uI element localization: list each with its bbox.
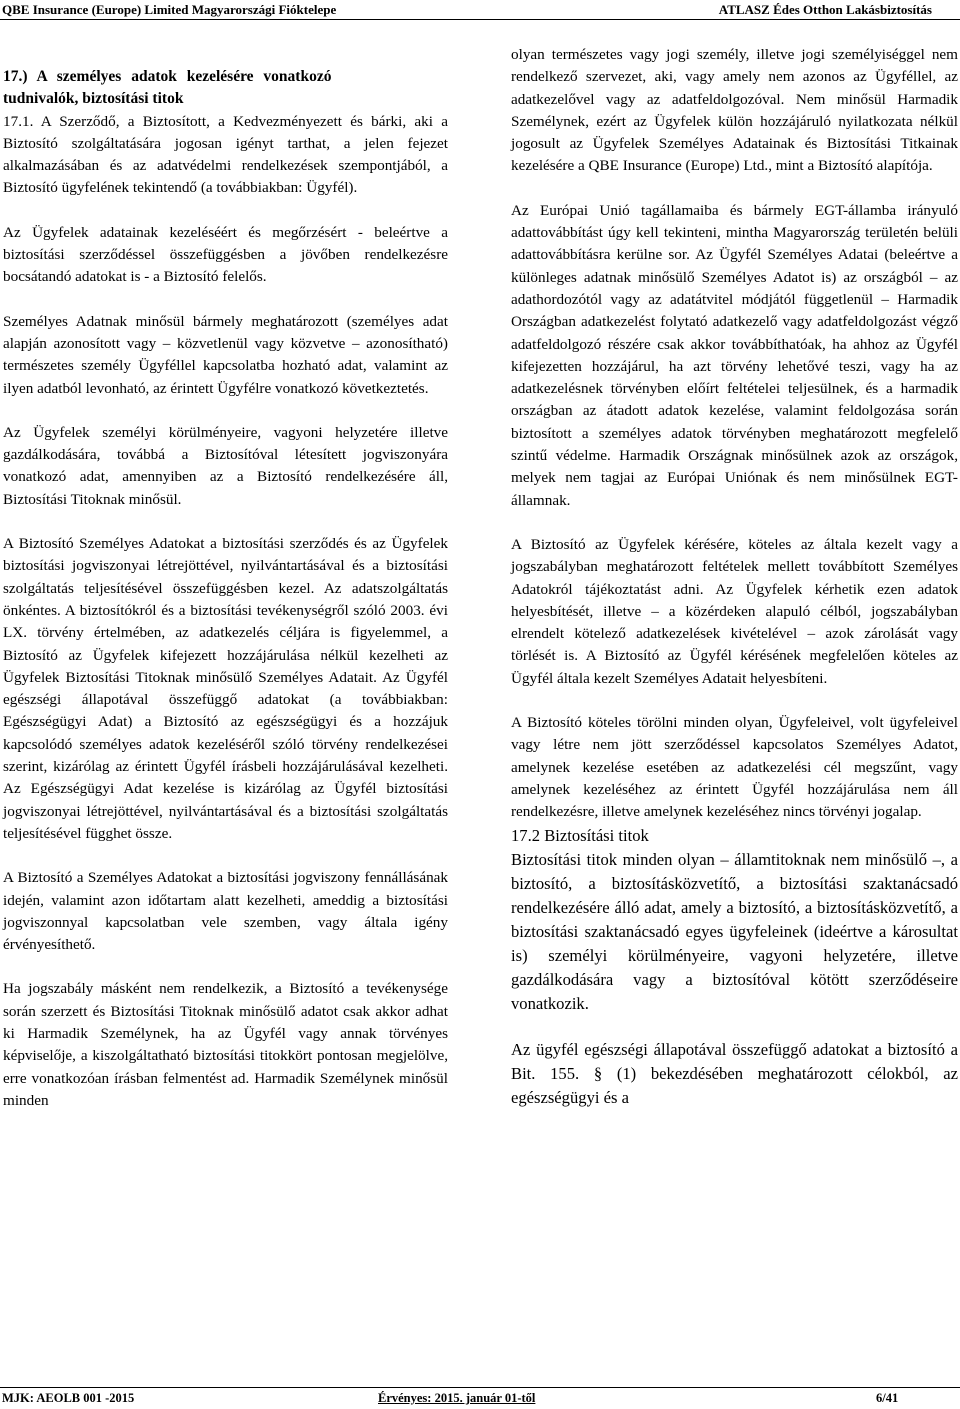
- paragraph-insurance-secret-definition: Az Ügyfelek személyi körülményeire, vagyoni helyzetére illetve gazdálkodására, továbbá a Biztosítóval létesített jogviszonyára vonatkozó adat, amennyiben az a Biztosító rendelkezésére áll, Biztosítási Titoknak minősül.: [3, 423, 448, 508]
- paragraph-third-party-continued: olyan természetes vagy jogi személy, illetve jogi személyiséggel nem rendelkező szervezet, aki, vagy amely nem azonos az Ügyféllel, az adatkezelővel vagy az adatfeldolgozóval. Nem minősül Harmadik Személynek, ezért az Ügyfelek külön hozzájáruló nyilatkozata nélkül jogosult az Ügyfelek Személyes Adatainak és Biztosítási Titkainak kezelésére a QBE Insurance (Europe) Ltd., mint a Biztosító alapítója.: [511, 46, 958, 175]
- paragraph-data-responsibility: Az Ügyfelek adatainak kezeléséért és megőrzésért - beleértve a biztosítási szerződéssel összefüggésben a jövőben rendelkezésre bocsátandó adatokat is - a Biztosító felelős.: [3, 223, 448, 286]
- paragraph-information-rights: A Biztosító az Ügyfelek kérésére, köteles az általa kezelt vagy a jogszabályban meghatározott feltételek mellett továbbított Személyes Adatokról tájékoztatást adni. Az Ügyfelek kérhetik ezen adatok helyesbítését, illetve – a közérdeken alapuló célból, jogszabályban elrendelt kötelező adatkezelések kivételével – azok zárolását vagy törlését is. A Biztosító az Ügyfél kérésének megfelelően köteles az Ügyfél általa kezelt Személyes Adatait helyesbíteni.: [511, 535, 958, 687]
- left-column: [3, 44, 448, 1112]
- paragraph-17-1: 17.1. A Szerződő, a Biztosított, a Kedvezményezett és bárki, aki a Biztosító szolgáltatására jogosan igényt tarthat, a jelen fejezet alkalmazásában és az adatvédelmi rendelkezések szempontjából, a Biztosító ügyfelének tekintendő (a továbbiakban: Ügyfél).: [3, 112, 448, 197]
- section-heading: [3, 66, 448, 111]
- footer-page-number: 6/41: [876, 1391, 899, 1405]
- page-footer: [0, 1387, 960, 1409]
- paragraph-health-data: Az ügyfél egészségi állapotával összefüggő adatokat a biztosító a Bit. 155. § (1) bekezdésében meghatározott célokból, az egészségügyi és a: [511, 1039, 958, 1107]
- right-column: [511, 44, 958, 1110]
- footer-document-code: MJK: AEOLB 001 -2015: [2, 1391, 135, 1405]
- paragraph-eu-transfer: Az Európai Unió tagállamaiba és bármely EGT-államba irányuló adattovábbítást úgy kell tekinteni, mintha Magyarország területén belüli adattovábbításra kerülne sor. Az Ügyfél Személyes Adatai (beleértve a különleges adatnak minősülő Személyes Adatot is) az országból – az adathordozótól vagy az adatátvitel módjától függetlenül – Harmadik Országban adatkezelést folytató adatkezelő vagy adatfeldolgozást végző adatfeldolgozó részére csak akkor továbbíthatóak, ha ahhoz az Ügyfél kifejezetten hozzájárul, ha azt törvény lehetővé teszi, vagy ha az adatkezelésnek törvényben előírt feltételei teljesülnek, és a harmadik országban az átadott adatok kezelése, valamint feldolgozása során biztosított a személyes adatok törvényben meghatározott megfelelő szintű védelme. Harmadik Országnak minősülnek azok az országok, melyek nem tagjai az Európai Uniónak és nem minősülnek EGT-államnak.: [511, 201, 958, 509]
- header-product: ATLASZ Édes Otthon Lakásbiztosítás: [718, 2, 932, 17]
- paragraph-data-processing: A Biztosító Személyes Adatokat a biztosítási szerződés és az Ügyfelek biztosítási jogviszonyai létrejöttével, nyilvántartásával és a biztosítási szolgáltatás teljesítésével összefüggésben kezel. Az adatszolgáltatás önkéntes. A biztosítókról és a biztosítási tevékenységről szóló 2003. évi LX. törvény értelmében, az adatkezelés céljára is figyelemmel, a Biztosító az Ügyfelek kifejezett hozzájárulása nélkül kezelheti az Ügyfelek Biztosítási Titoknak minősülő Személyes Adatait. Az Ügyfél egészségi állapotával összefüggő adatokat (a továbbiakban: Egészségügyi Adat) a Biztosító az egészségügyi és a hozzájuk kapcsolódó személyes adatok kezeléséről szóló törvény rendelkezései szerint, kizárólag az érintett Ügyfél írásbeli hozzájárulásával kezelheti. Az Egészségügyi Adat kezelése is kizárólag az Ügyfél biztosítási jogviszonyai létrejöttével, nyilvántartásával és a biztosítási szolgáltatás teljesítésével függhet össze.: [3, 535, 448, 842]
- section-heading-line1: 17.) A személyes adatok kezelésére vonatkozó: [3, 68, 332, 85]
- section-heading-line2: tudnivalók, biztosítási titok: [3, 90, 184, 108]
- subsection-heading-17-2: 17.2 Biztosítási titok: [511, 825, 649, 845]
- page-header: [0, 0, 960, 20]
- paragraph-insurance-secret: Biztosítási titok minden olyan – államtitoknak nem minősülő –, a biztosító, a biztosításközvetítő, a biztosítási szaktanácsadó rendelkezésére álló adat, amely a biztosító, a biztosításközvetítő, a biztosítási szaktanácsadó egyes ügyfeleinek (ideértve a károsultat is) személyi körülményeire, vagyoni helyzetére, illetve gazdálkodására vagy a biztosítóval kötött szerződéseire vonatkozik.: [511, 849, 958, 1013]
- paragraph-retention-period: A Biztosító a Személyes Adatokat a biztosítási jogviszony fennállásának idején, valamint azon időtartam alatt kezelheti, ameddig a biztosítási jogviszonnyal kapcsolatban vele szemben, vagy általa igény érvényesíthető.: [3, 869, 448, 954]
- paragraph-third-party: Ha jogszabály másként nem rendelkezik, a Biztosító a tevékenysége során szerzett és Biztosítási Titoknak minősülő adatot csak akkor adhat ki Harmadik Személynek, ha az Ügyfél vagy annak törvényes képviselője, a kiszolgáltatható biztosítási titokkört pontosan megjelölve, erre vonatkozóan írásban felmentést ad. Harmadik Személynek minősül minden: [3, 980, 448, 1109]
- header-company: QBE Insurance (Europe) Limited Magyarországi Fióktelepe: [2, 2, 337, 17]
- paragraph-personal-data-definition: Személyes Adatnak minősül bármely meghatározott (személyes adat alapján azonosított vagy – közvetlenül vagy közvetve – azonosítható) természetes személy Ügyféllel kapcsolatba hozható adat, valamint az ilyen adatból levonható, az érintett Ügyfélre vonatkozó következtetés.: [3, 312, 448, 397]
- paragraph-deletion: A Biztosító köteles törölni minden olyan, Ügyfeleivel, volt ügyfeleivel vagy létre nem jött szerződéssel kapcsolatos Személyes Adatot, amelynek kezelése esetében az adatkezelési cél megszűnt, vagy amelynek kezeléséhez az érintett Ügyfél hozzájárulása nem áll rendelkezésre, illetve amelynek kezeléséhez nincs törvényi jogalap.: [511, 714, 958, 821]
- footer-validity: Érvényes: 2015. január 01-től: [378, 1391, 536, 1405]
